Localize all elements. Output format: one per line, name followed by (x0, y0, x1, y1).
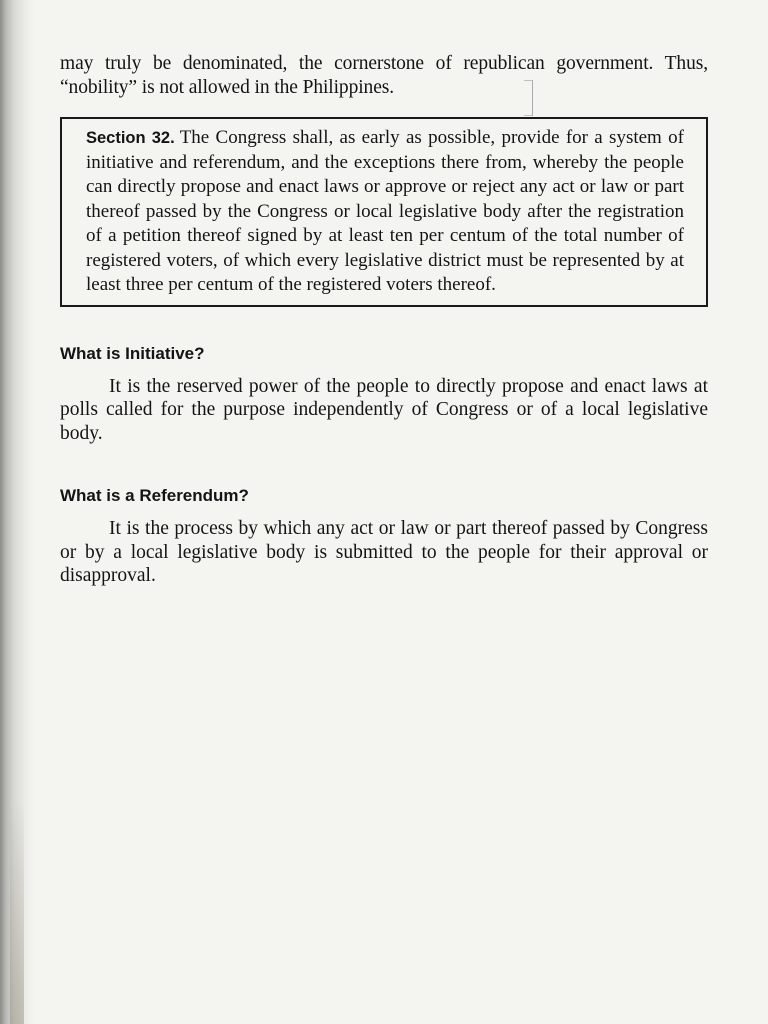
page-content (60, 52, 708, 588)
initiative-answer: It is the reserved power of the people to directly propose and enact laws at polls called for the purpose independently of Congress or of a local legislative body. (60, 375, 708, 444)
section-32-paragraph (86, 126, 684, 298)
section-number: Section 32. (86, 129, 175, 147)
intro-paragraph: may truly be denominated, the cornerstone of republican government. Thus, “nobility” is not allowed in the Philippines. (60, 53, 708, 98)
referendum-heading: What is a Referendum? (60, 486, 249, 505)
section-text: The Congress shall, as early as possible, provide for a system of initiative and referendum, and the exceptions there from, whereby the people can directly propose and enact laws or approve or reject any act or law or part thereof passed by the Congress or local legislative body after the registration of a petition thereof signed by at least ten per centum of the total number of registered voters, of which every legislative district must be represented by at least three per centum of the registered voters thereof. (86, 127, 684, 295)
page-binding-edge (0, 0, 34, 1024)
referendum-answer: It is the process by which any act or law or part thereof passed by Congress or by a local legislative body is submitted to the people for their approval or disapproval. (60, 518, 708, 586)
initiative-heading: What is Initiative? (60, 343, 205, 363)
section-32-box (60, 117, 708, 307)
